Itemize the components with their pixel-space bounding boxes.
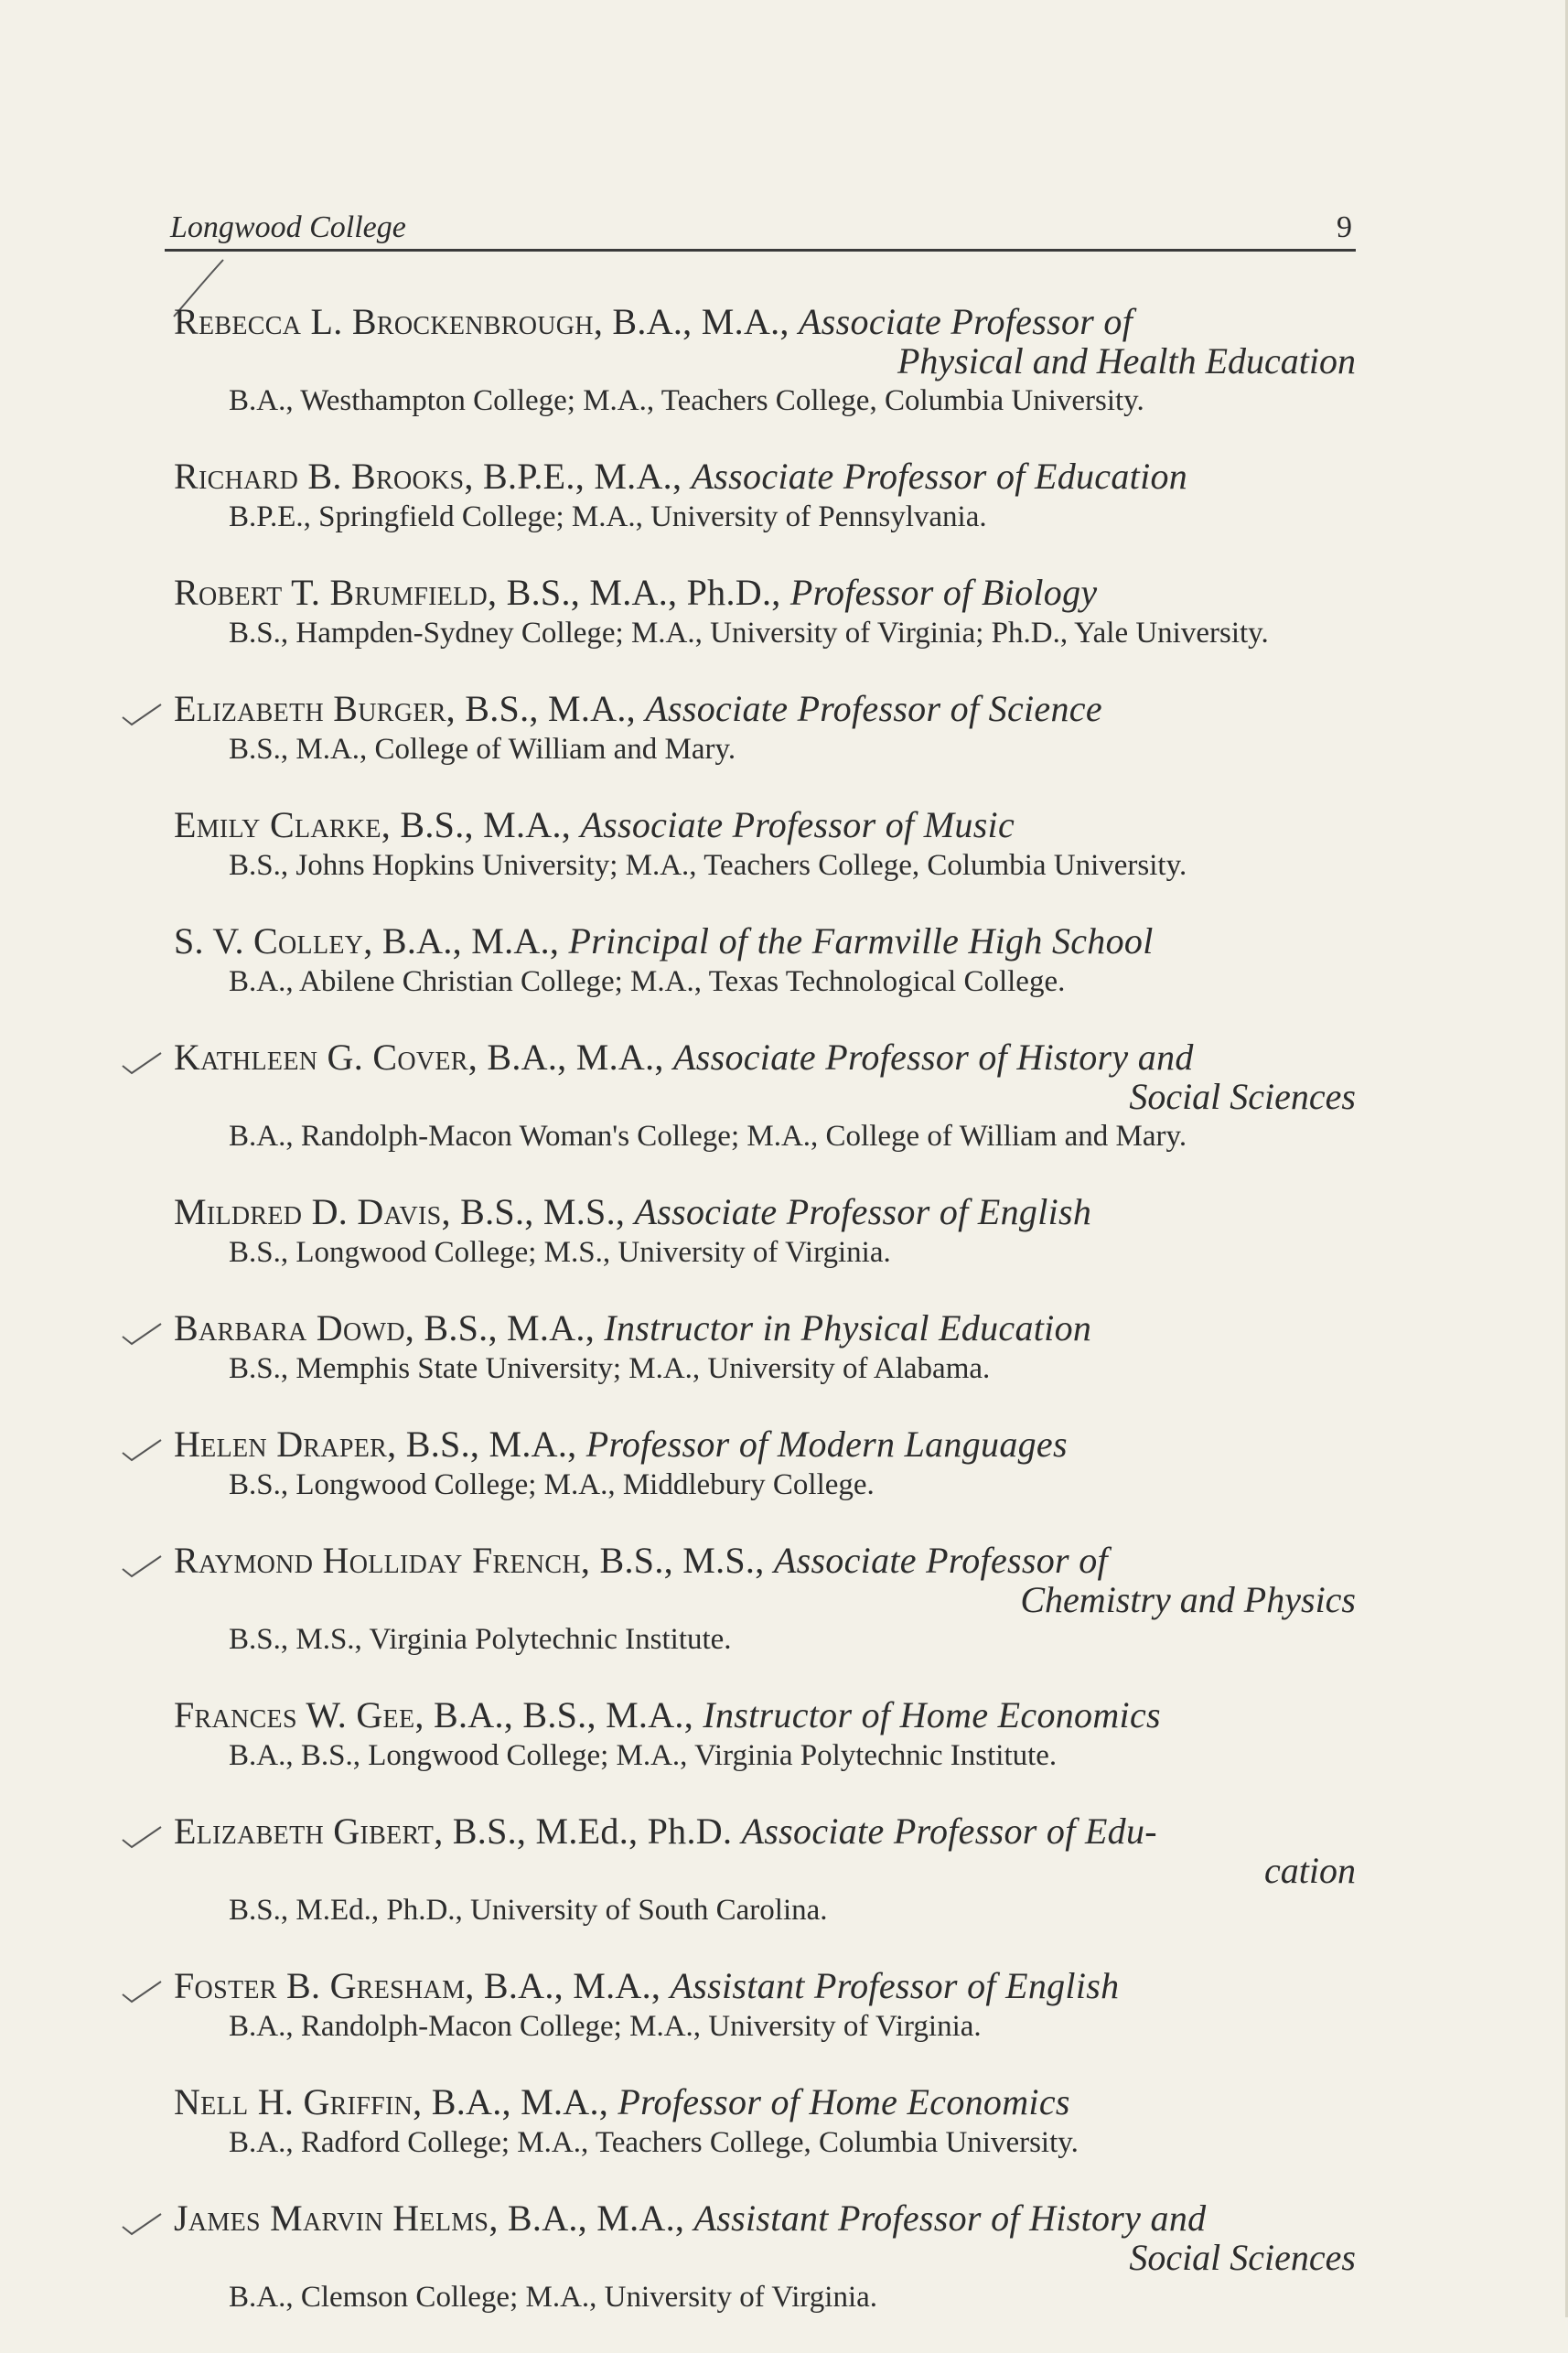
faculty-credentials: B.P.E., Springfield College; M.A., University of Pennsylvania.	[229, 500, 987, 533]
faculty-name: Barbara Dowd	[174, 1307, 405, 1348]
faculty-credentials: B.A., Abilene Christian College; M.A., Texas Technological College.	[229, 965, 1066, 998]
faculty-entry	[165, 921, 1356, 998]
faculty-role: Professor of Modern Languages	[585, 1424, 1068, 1465]
faculty-heading	[165, 302, 1356, 342]
faculty-degrees: , B.S., M.S.,	[441, 1191, 635, 1232]
faculty-name: Helen Draper	[174, 1424, 388, 1465]
faculty-degrees: , B.P.E., M.A.,	[464, 456, 692, 497]
faculty-degrees: , B.A., M.A.,	[363, 920, 569, 962]
faculty-degrees: , B.A., M.A.,	[465, 1965, 671, 2006]
faculty-credentials: B.S., Johns Hopkins University; M.A., Teachers College, Columbia University.	[229, 849, 1187, 882]
faculty-heading	[165, 1695, 1356, 1735]
faculty-role-continued: Chemistry and Physics	[1020, 1579, 1356, 1620]
faculty-role: Professor of Home Economics	[618, 2081, 1070, 2122]
faculty-credentials: B.A., Westhampton College; M.A., Teachers College, Columbia University.	[229, 384, 1144, 417]
faculty-role: Associate Professor of	[799, 301, 1133, 342]
faculty-entry	[165, 1308, 1356, 1385]
faculty-heading	[165, 2198, 1356, 2239]
pencil-check-mark	[121, 1817, 163, 1844]
faculty-name: Richard B. Brooks	[174, 456, 465, 497]
faculty-degrees: , B.A., B.S., M.A.,	[414, 1694, 703, 1735]
faculty-name: Mildred D. Davis	[174, 1191, 442, 1232]
faculty-degrees: , B.A., M.A.,	[413, 2081, 618, 2122]
faculty-credentials: B.S., Hampden-Sydney College; M.A., University of Virginia; Ph.D., Yale University.	[229, 617, 1269, 650]
faculty-heading	[165, 1966, 1356, 2006]
faculty-name: James Marvin Helms	[174, 2197, 489, 2239]
faculty-role: Associate Professor of Edu-	[741, 1810, 1157, 1852]
faculty-role: Associate Professor of English	[634, 1191, 1092, 1232]
faculty-role: Professor of Biology	[789, 572, 1098, 613]
faculty-heading	[165, 1037, 1356, 1078]
faculty-credentials: B.A., Randolph-Macon College; M.A., University of Virginia.	[229, 2010, 982, 2043]
faculty-role-continued: Social Sciences	[1129, 1076, 1356, 1117]
faculty-degrees: , B.S., M.A.,	[446, 688, 646, 729]
faculty-name: Frances W. Gee	[174, 1694, 415, 1735]
faculty-role: Instructor in Physical Education	[604, 1307, 1092, 1348]
pencil-check-mark	[121, 694, 163, 722]
faculty-name: Kathleen G. Cover	[174, 1037, 468, 1078]
faculty-name: S. V. Colley	[174, 920, 364, 962]
faculty-entry	[165, 1695, 1356, 1772]
faculty-credentials: B.S., Memphis State University; M.A., University of Alabama.	[229, 1352, 991, 1385]
faculty-heading	[165, 1424, 1356, 1465]
faculty-heading	[165, 689, 1356, 729]
faculty-credentials: B.S., Longwood College; M.S., University of Virginia.	[229, 1236, 891, 1269]
faculty-list	[165, 302, 1356, 2353]
faculty-entry	[165, 457, 1356, 533]
faculty-role: Associate Professor of History and	[672, 1037, 1194, 1078]
faculty-entry	[165, 1811, 1356, 1927]
faculty-heading	[165, 921, 1356, 962]
faculty-degrees: , B.A., M.A.,	[489, 2197, 694, 2239]
faculty-entry	[165, 302, 1356, 417]
faculty-heading	[165, 573, 1356, 613]
faculty-name: Nell H. Griffin	[174, 2081, 413, 2122]
faculty-entry	[165, 1424, 1356, 1501]
faculty-role: Associate Professor of Music	[580, 804, 1015, 845]
pencil-check-mark	[121, 1314, 163, 1341]
faculty-role: Assistant Professor of English	[670, 1965, 1120, 2006]
faculty-degrees: , B.S., M.S.,	[580, 1540, 774, 1581]
faculty-name: Raymond Holliday French	[174, 1540, 581, 1581]
faculty-degrees: , B.S., M.A., Ph.D.,	[488, 572, 790, 613]
pencil-check-mark	[121, 1043, 163, 1070]
faculty-name: Elizabeth Burger	[174, 688, 446, 729]
faculty-name: Rebecca L. Brockenbrough	[174, 301, 594, 342]
page-header	[165, 203, 1356, 252]
pencil-check-mark	[121, 2204, 163, 2231]
faculty-heading	[165, 805, 1356, 845]
faculty-entry	[165, 1541, 1356, 1656]
faculty-degrees: , B.A., M.A.,	[593, 301, 800, 342]
faculty-heading	[165, 1308, 1356, 1348]
faculty-entry	[165, 1966, 1356, 2043]
faculty-credentials: B.S., Longwood College; M.A., Middlebury College.	[229, 1468, 875, 1501]
faculty-entry	[165, 2198, 1356, 2314]
faculty-degrees: , B.S., M.A.,	[381, 804, 581, 845]
pencil-check-mark	[121, 1430, 163, 1457]
faculty-entry	[165, 805, 1356, 882]
faculty-credentials: B.A., Clemson College; M.A., University of Virginia.	[229, 2281, 878, 2314]
faculty-credentials: B.A., Radford College; M.A., Teachers College, Columbia University.	[229, 2126, 1079, 2159]
faculty-heading	[165, 2082, 1356, 2122]
faculty-credentials: B.S., M.Ed., Ph.D., University of South Carolina.	[229, 1894, 828, 1927]
faculty-role: Associate Professor of Education	[691, 456, 1188, 497]
pencil-check-mark	[121, 1972, 163, 1999]
faculty-role: Assistant Professor of History and	[693, 2197, 1207, 2239]
faculty-role-continued: Social Sciences	[1129, 2237, 1356, 2278]
faculty-heading	[165, 1192, 1356, 1232]
faculty-degrees: , B.S., M.Ed., Ph.D.	[434, 1810, 742, 1852]
faculty-credentials: B.A., B.S., Longwood College; M.A., Virginia Polytechnic Institute.	[229, 1739, 1058, 1772]
faculty-name: Robert T. Brumfield	[174, 572, 489, 613]
page-number: 9	[1337, 210, 1352, 244]
faculty-degrees: , B.A., M.A.,	[467, 1037, 673, 1078]
faculty-role: Associate Professor of Science	[645, 688, 1102, 729]
faculty-credentials: B.S., M.A., College of William and Mary.	[229, 733, 736, 766]
faculty-role: Associate Professor of	[773, 1540, 1108, 1581]
faculty-name: Foster B. Gresham	[174, 1965, 466, 2006]
faculty-role-continued: cation	[1264, 1850, 1356, 1891]
faculty-degrees: , B.S., M.A.,	[404, 1307, 605, 1348]
faculty-entry	[165, 2082, 1356, 2159]
faculty-heading	[165, 457, 1356, 497]
faculty-role: Principal of the Farmville High School	[568, 920, 1154, 962]
faculty-degrees: , B.S., M.A.,	[387, 1424, 586, 1465]
faculty-credentials: B.A., Randolph-Macon Woman's College; M.A., College of William and Mary.	[229, 1120, 1187, 1153]
faculty-entry	[165, 1037, 1356, 1153]
faculty-name: Elizabeth Gibert	[174, 1810, 435, 1852]
faculty-entry	[165, 689, 1356, 766]
faculty-role: Instructor of Home Economics	[703, 1694, 1161, 1735]
faculty-name: Emily Clarke	[174, 804, 381, 845]
pencil-check-mark	[121, 1546, 163, 1574]
running-title: Longwood College	[170, 210, 406, 244]
faculty-credentials: B.S., M.S., Virginia Polytechnic Institute.	[229, 1623, 732, 1656]
faculty-heading	[165, 1541, 1356, 1581]
faculty-role-continued: Physical and Health Education	[897, 340, 1356, 381]
faculty-heading	[165, 1811, 1356, 1852]
faculty-entry	[165, 1192, 1356, 1269]
faculty-entry	[165, 573, 1356, 650]
